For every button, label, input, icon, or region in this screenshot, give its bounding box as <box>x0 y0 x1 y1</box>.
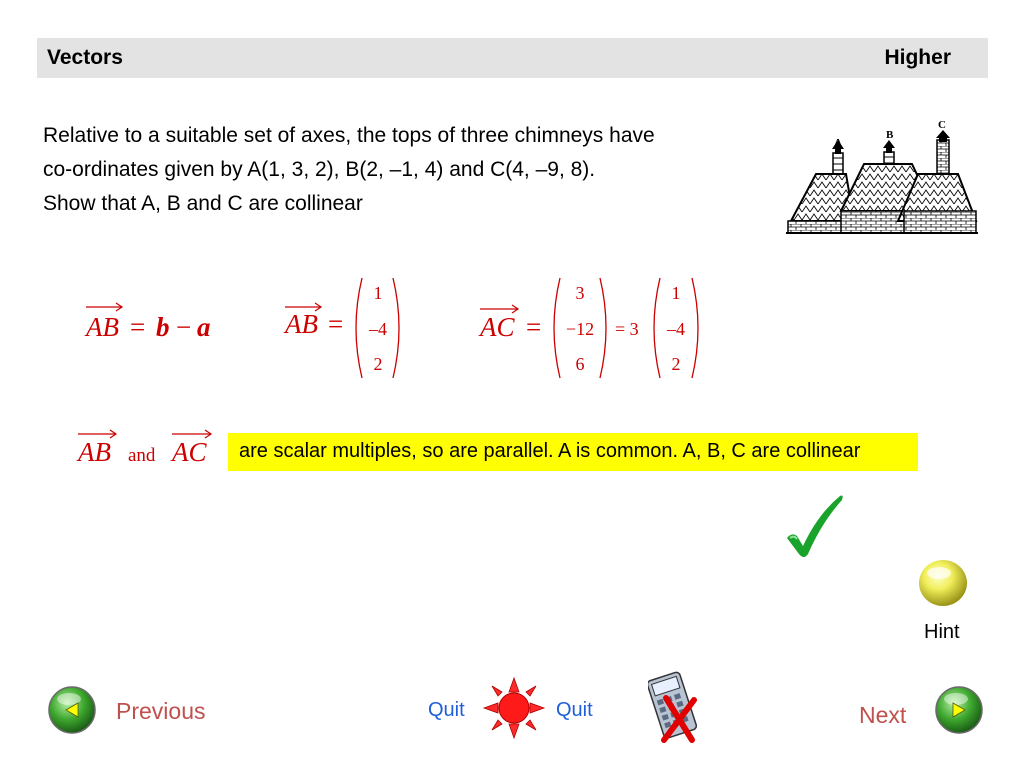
scalar-multiple: = 3 <box>615 319 639 339</box>
hint-button[interactable] <box>917 557 969 609</box>
previous-label[interactable]: Previous <box>116 698 206 724</box>
answer-text: are scalar multiples, so are parallel. A is common. A, B, C are collinear <box>239 440 861 462</box>
unit-y: –4 <box>667 319 685 339</box>
ac-y: −12 <box>565 319 595 339</box>
question-line-1: Relative to a suitable set of axes, the tops of three chimneys have <box>43 124 655 147</box>
answer-row <box>228 433 918 471</box>
hint-label[interactable]: Hint <box>924 621 960 643</box>
ab-y: –4 <box>369 319 387 339</box>
vector-a: a <box>197 312 211 342</box>
eq-ab-column <box>283 278 399 378</box>
minus-sign: − <box>176 312 192 342</box>
next-label[interactable]: Next <box>859 702 907 728</box>
ab-label: AB <box>285 309 318 339</box>
ac-x: 3 <box>575 283 585 303</box>
sun-quit-icon[interactable] <box>482 676 546 740</box>
ac-label: AC <box>480 312 515 342</box>
ac-z: 6 <box>575 354 585 374</box>
calculator-not-allowed-icon[interactable] <box>648 668 704 746</box>
unit-z: 2 <box>671 354 681 374</box>
equals-sign: = <box>328 309 344 339</box>
quit-link-right[interactable]: Quit <box>556 699 593 721</box>
ab-and-ac <box>76 430 211 467</box>
chimney-label-c: C <box>938 119 946 131</box>
equals-sign: = <box>130 312 146 342</box>
and-word: and <box>128 445 156 466</box>
question-line-2: co-ordinates given by A(1, 3, 2), B(2, –1, 4) and C(4, –9, 8). <box>43 158 596 181</box>
next-button[interactable] <box>934 685 984 735</box>
chimney-label-a: A <box>834 137 842 149</box>
topic-title: Vectors <box>47 46 123 69</box>
question-line-3: Show that A, B and C are collinear <box>43 192 363 215</box>
previous-button[interactable] <box>47 685 97 735</box>
level-title: Higher <box>884 46 951 69</box>
eq-ac-column <box>478 278 698 378</box>
ac-label: AC <box>172 437 207 467</box>
vector-b: b <box>156 312 170 342</box>
ab-label: AB <box>78 437 111 467</box>
equals-sign: = <box>526 312 542 342</box>
ab-z: 2 <box>373 354 383 374</box>
check-icon <box>784 494 846 560</box>
eq-ab-def <box>84 303 211 342</box>
ab-label: AB <box>86 312 119 342</box>
unit-x: 1 <box>671 283 681 303</box>
quit-link-left[interactable]: Quit <box>428 699 465 721</box>
chimney-label-b: B <box>886 129 894 141</box>
ab-x: 1 <box>373 283 383 303</box>
